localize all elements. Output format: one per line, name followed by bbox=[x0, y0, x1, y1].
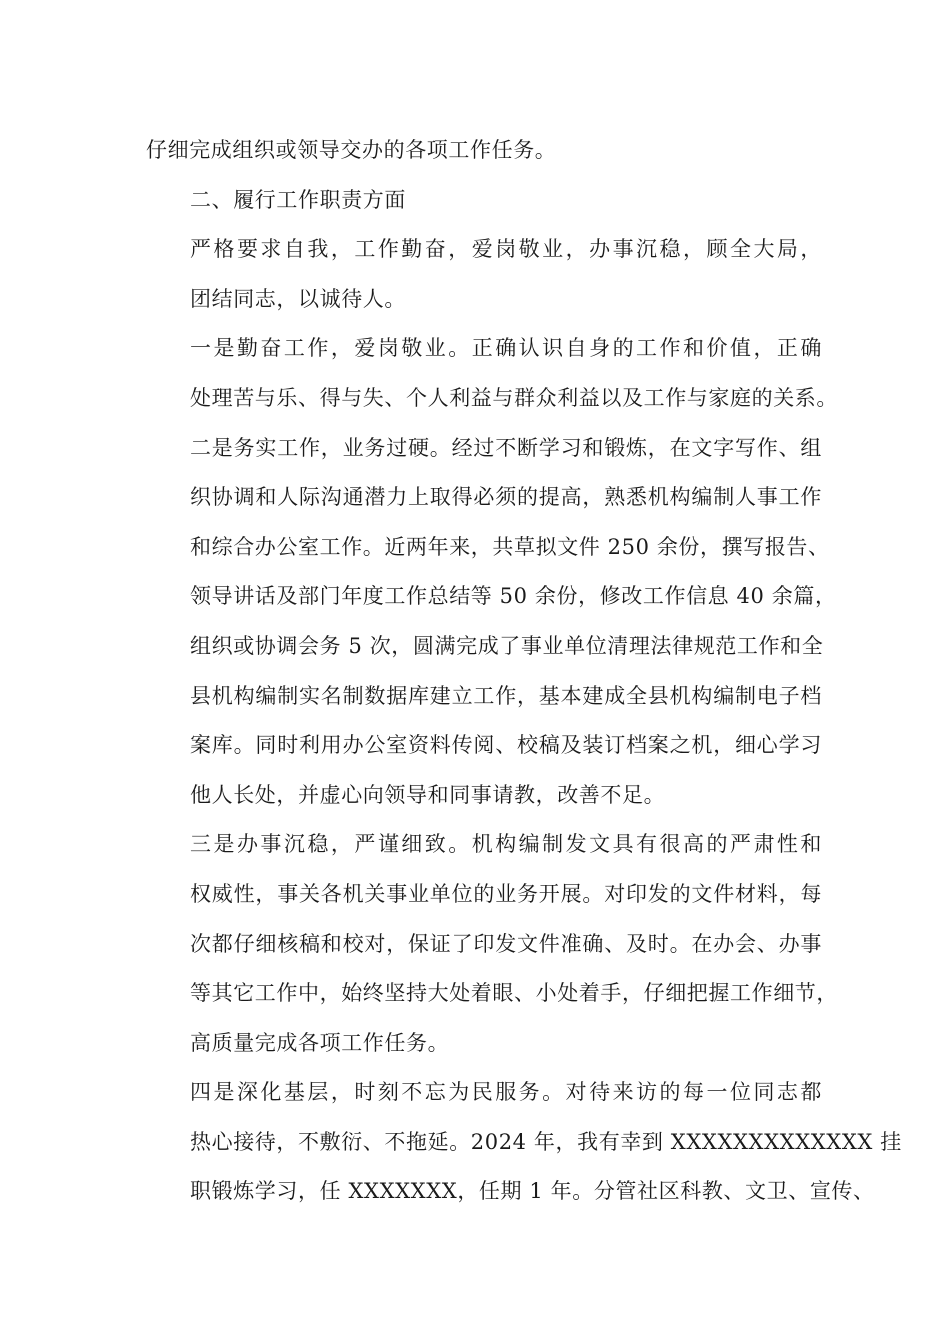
text-line: 县机构编制实名制数据库建立工作，基本建成全县机构编制电子档 bbox=[190, 683, 822, 708]
text-line: 团结同志，以诚待人。 bbox=[190, 286, 406, 311]
text-line: 一是勤奋工作，爱岗敬业。正确认识自身的工作和价值，正确 bbox=[190, 336, 822, 361]
text-line: 组织或协调会务 5 次，圆满完成了事业单位清理法律规范工作和全 bbox=[190, 633, 824, 658]
text-line: 领导讲话及部门年度工作总结等 50 余份，修改工作信息 40 余篇， bbox=[190, 584, 837, 609]
paragraph bbox=[146, 225, 822, 324]
text-line: 织协调和人际沟通潜力上取得必须的提高，熟悉机构编制人事工作 bbox=[190, 485, 822, 510]
text-line: 四是深化基层，时刻不忘为民服务。对待来访的每一位同志都 bbox=[190, 1080, 822, 1105]
text-line: 热心接待，不敷衍、不拖延。2024 年，我有幸到 XXXXXXXXXXXXX 挂 bbox=[190, 1129, 902, 1154]
text-line: 高质量完成各项工作任务。 bbox=[190, 1030, 450, 1055]
text-line: 二是务实工作，业务过硬。经过不断学习和锻炼，在文字写作、组 bbox=[190, 435, 822, 460]
text-line: 他人长处，并虚心向领导和同事请教，改善不足。 bbox=[190, 782, 666, 807]
text-line: 处理苦与乐、得与失、个人利益与群众利益以及工作与家庭的关系。 bbox=[190, 385, 838, 410]
text-line: 权威性，事关各机关事业单位的业务开展。对印发的文件材料，每 bbox=[190, 881, 822, 906]
paragraph bbox=[146, 820, 838, 1068]
paragraph bbox=[146, 176, 822, 226]
text-line: 次都仔细核稿和校对，保证了印发文件准确、及时。在办会、办事 bbox=[190, 931, 822, 956]
text-line: 案库。同时利用办公室资料传阅、校稿及装订档案之机，细心学习 bbox=[190, 733, 822, 758]
text-line: 等其它工作中，始终坚持大处着眼、小处着手，仔细把握工作细节， bbox=[190, 981, 838, 1006]
paragraph bbox=[146, 324, 838, 820]
text-line: 仔细完成组织或领导交办的各项工作任务。 bbox=[146, 138, 557, 162]
paragraph bbox=[146, 1068, 902, 1217]
text-line: 职锻炼学习，任 XXXXXXX，任期 1 年。分管社区科教、文卫、宣传、 bbox=[190, 1179, 875, 1204]
text-line: 和综合办公室工作。近两年来，共草拟文件 250 余份，撰写报告、 bbox=[190, 534, 830, 559]
text-line: 严格要求自我，工作勤奋，爱岗敬业，办事沉稳，顾全大局， bbox=[190, 237, 822, 262]
text-line: 三是办事沉稳，严谨细致。机构编制发文具有很高的严肃性和 bbox=[190, 832, 822, 857]
paragraph bbox=[146, 126, 822, 176]
document-body bbox=[146, 126, 902, 1217]
text-line: 二、履行工作职责方面 bbox=[190, 187, 406, 212]
